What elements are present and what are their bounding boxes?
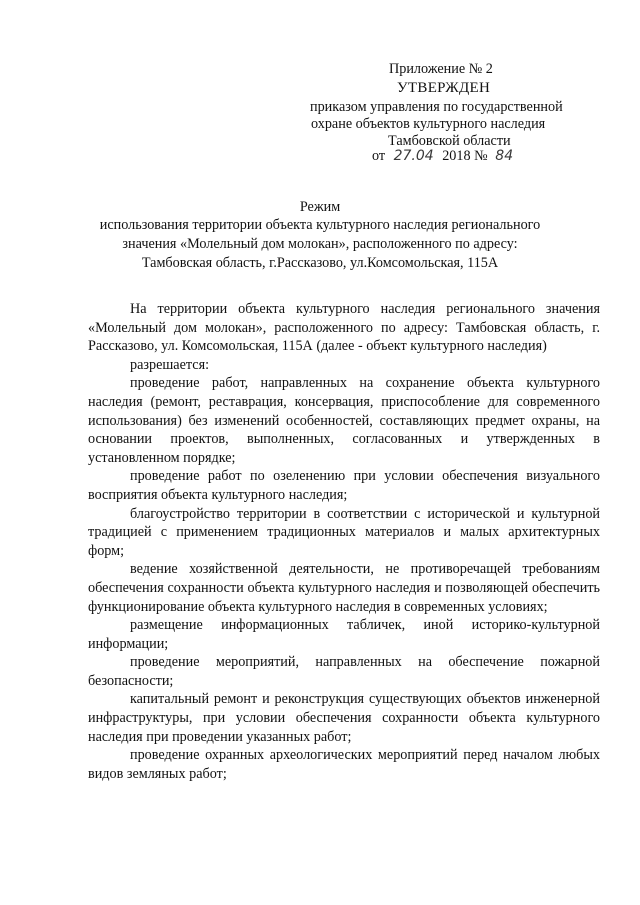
- date-prefix: от: [372, 148, 386, 164]
- list-item: проведение охранных археологических мероприятий перед началом любых видов земляных работ;: [88, 747, 600, 782]
- order-year: 2018: [442, 148, 471, 164]
- handwritten-date: 27.04: [393, 148, 434, 164]
- order-line-1: приказом управления по государственной: [310, 99, 563, 115]
- list-item: благоустройство территории в соответствии с исторической и культурной традицией с применением традиционных материалов и малых архитектурных форм;: [88, 505, 600, 559]
- list-item: ведение хозяйственной деятельности, не противоречащей требованиям обеспечения сохранности объекта культурного наследия и позволяющей обеспечить функционирование объекта культурного наследия в современных условиях;: [88, 561, 600, 615]
- appendix-label: Приложение № 2: [389, 61, 493, 77]
- order-date-line: [372, 148, 517, 165]
- list-item: размещение информационных табличек, иной историко-культурной информации;: [88, 617, 600, 652]
- paragraph-intro: На территории объекта культурного наследия регионального значения «Молельный дом молокан», расположенного по адресу: Тамбовская область, г. Рассказово, ул. Комсомольская, 115А (далее - объект культурного наследия): [88, 301, 600, 355]
- document-body: [88, 300, 600, 783]
- list-item: проведение мероприятий, направленных на обеспечение пожарной безопасности;: [88, 654, 600, 689]
- handwritten-number: 84: [495, 148, 514, 164]
- list-item: капитальный ремонт и реконструкция существующих объектов инженерной инфраструктуры, при условии обеспечения сохранности объекта культурного наследия при проведении указанных работ;: [88, 691, 600, 745]
- order-line-3: Тамбовской области: [388, 133, 511, 149]
- paragraph-permitted: разрешается:: [130, 356, 210, 373]
- approved-label: УТВЕРЖДЕН: [397, 80, 491, 96]
- doc-subtitle-line-3: Тамбовская область, г.Рассказово, ул.Комсомольская, 115А: [141, 255, 499, 271]
- number-prefix: №: [474, 148, 488, 164]
- list-item: проведение работ по озеленению при условии обеспечения визуального восприятия объекта культурного наследия;: [88, 468, 600, 503]
- list-item: проведение работ, направленных на сохранение объекта культурного наследия (ремонт, реставрация, консервация, приспособление для современного использования) без изменений особенностей, составляющих предмет охраны, на основании проектов, выполненных, согласованных и утвержденных в установленном порядке;: [88, 375, 600, 466]
- doc-subtitle-line-2: значения «Молельный дом молокан», расположенного по адресу:: [122, 236, 518, 252]
- order-line-2: охране объектов культурного наследия: [311, 116, 546, 132]
- doc-subtitle-line-1: использования территории объекта культурного наследия регионального: [99, 217, 541, 233]
- doc-title: Режим: [299, 199, 341, 215]
